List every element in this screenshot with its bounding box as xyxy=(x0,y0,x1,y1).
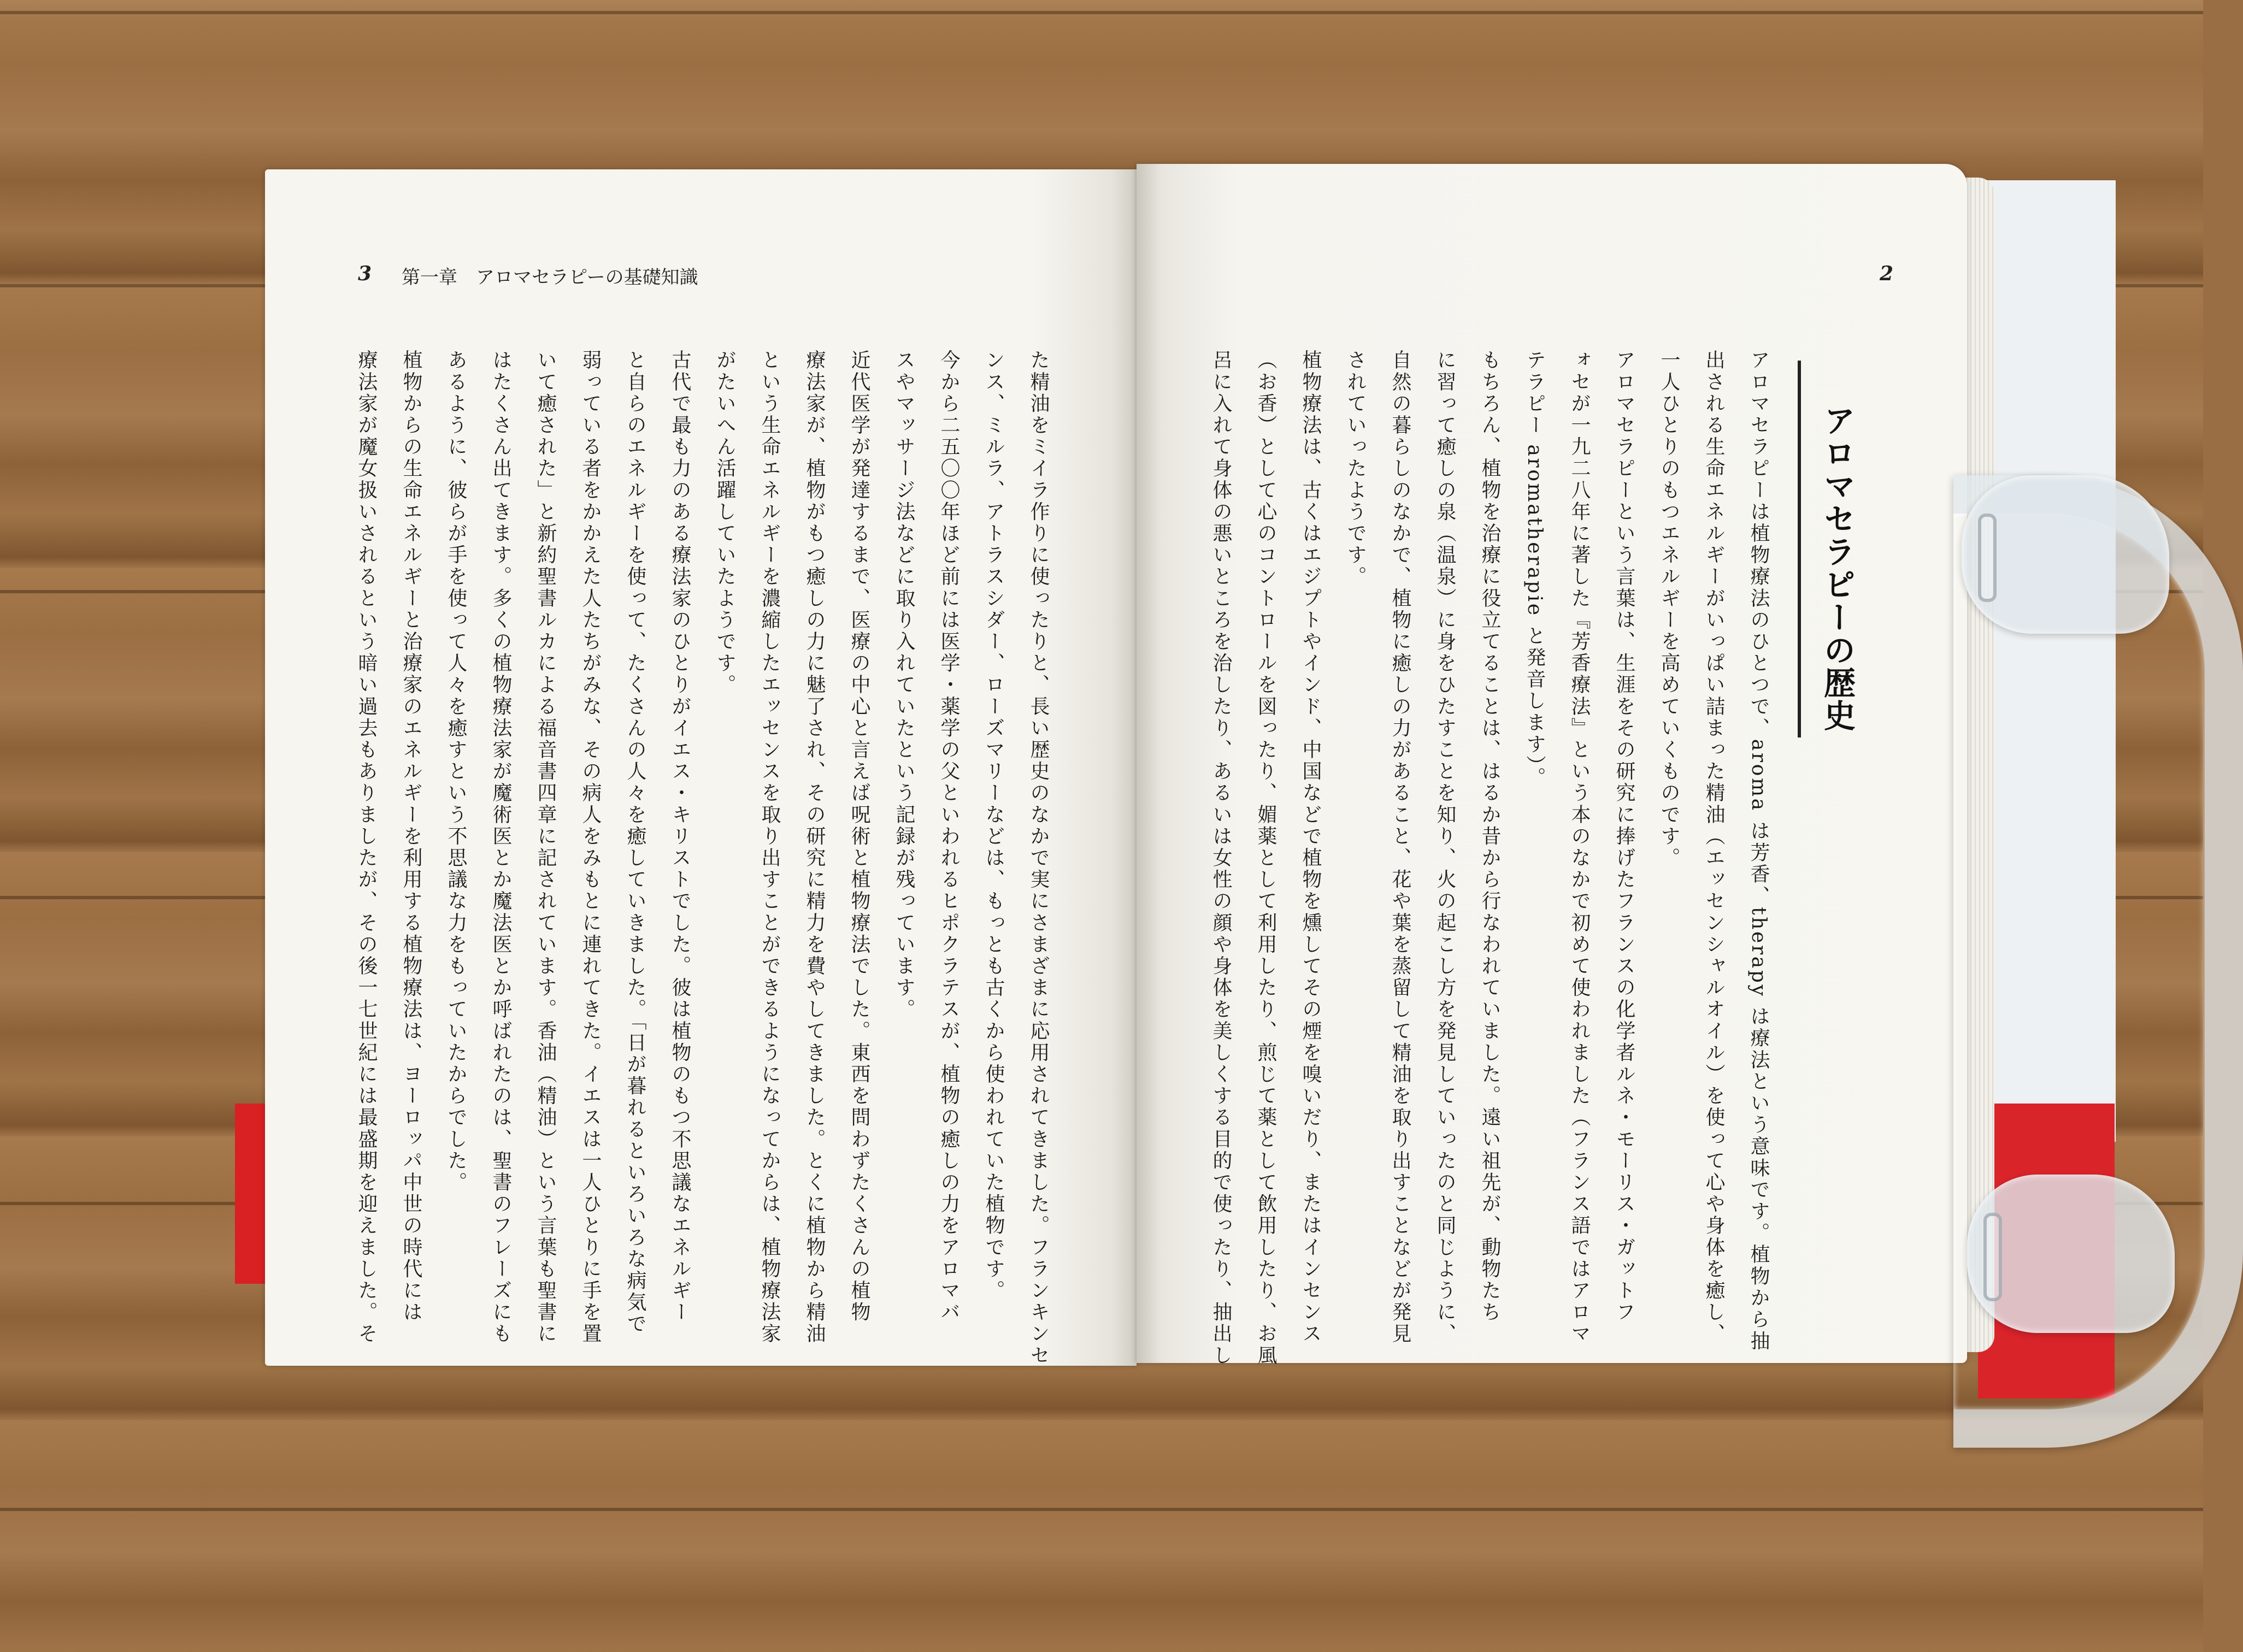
text-column: ンス、ミルラ、アトラスシダー、ローズマリーなどは、もっとも古くから使われていた植物です。 xyxy=(982,350,1005,1302)
text-column: もちろん、植物を治療に役立てることは、はるか昔から行なわれていました。遠い祖先が、動物たち xyxy=(1479,350,1501,1323)
text-column: に習って癒しの泉（温泉）に身をひたすことを知り、火の起こし方を発見していったのと同じように、 xyxy=(1434,350,1456,1345)
text-column: （お香）として心のコントロールを図ったり、媚薬として利用したり、煎じて薬として飲用したり、お風 xyxy=(1255,350,1277,1367)
text-column: 呂に入れて身体の悪いところを治したり、あるいは女性の顔や身体を美しくする目的で使ったり、抽出し xyxy=(1210,350,1232,1367)
floor-board-seam xyxy=(0,11,2203,14)
text-column: アロマセラピーは植物療法のひとつで、aroma は芳香、therapy は療法という意味です。植物から抽 xyxy=(1747,350,1770,1353)
text-column: スやマッサージ法などに取り入れていたという記録が残っています。 xyxy=(893,350,915,1020)
text-column: 古代で最も力のある療法家のひとりがイエス・キリストでした。彼は植物のもつ不思議なエネルギー xyxy=(669,350,691,1323)
text-column: 一人ひとりのもつエネルギーを高めていくものです。 xyxy=(1658,350,1680,869)
text-column: はたくさん出てきます。多くの植物療法家が魔術医とか魔法医とか呼ばれたのは、聖書のフレーズにも xyxy=(490,350,512,1345)
page-clip-bottom-pad xyxy=(1967,1175,2175,1333)
text-column: 療法家が魔女扱いされるという暗い過去もありましたが、その後一七世紀には最盛期を迎えました。そ xyxy=(355,350,378,1345)
right-page-number: 2 xyxy=(1880,262,1894,285)
running-head: 第一章 アロマセラピーの基礎知識 xyxy=(402,267,698,288)
text-column: 近代医学が発達するまで、医療の中心と言えば呪術と植物療法でした。東西を問わずたくさんの植物 xyxy=(848,350,870,1323)
text-column: ォセが一九二八年に著した『芳香療法』という本のなかで初めて使われました（フランス語ではアロマ xyxy=(1568,350,1591,1345)
text-column: 自然の暮らしのなかで、植物に癒しの力があること、花や葉を蒸留して精油を取り出すことなどが発見 xyxy=(1389,350,1411,1345)
clip-slot xyxy=(1983,1213,2002,1301)
text-column: と自らのエネルギーを使って、たくさんの人々を癒していきました。「日が暮れるといろいろな病気で xyxy=(624,350,646,1335)
text-column: されていったようです。 xyxy=(1344,350,1367,588)
text-column: アロマセラピーという言葉は、生涯をその研究に捧げたフランスの化学者ルネ・モーリス・ガットフ xyxy=(1613,350,1635,1323)
page-clip-top-pad xyxy=(1962,475,2169,634)
text-column: 植物療法は、古くはエジプトやインド、中国などで植物を燻してその煙を嗅いだり、またはインセンス xyxy=(1299,350,1322,1345)
text-column: あるように、彼らが手を使って人々を癒すという不思議な力をもっていたからでした。 xyxy=(445,350,467,1194)
heading-rule xyxy=(1798,361,1801,738)
clip-slot xyxy=(1978,514,1997,602)
text-column: 弱っている者をかかえた人たちがみな、その病人をみもとに連れてきた。イエスは一人ひとりに手を置 xyxy=(579,350,602,1345)
text-column: 療法家が、植物がもつ癒しの力に魅了され、その研究に精力を費やしてきました。とくに植物から精油 xyxy=(803,350,826,1345)
text-column: 植物からの生命エネルギーと治療家のエネルギーを利用する植物療法は、ヨーロッパ中世の時代には xyxy=(400,350,422,1323)
text-column: 出される生命エネルギーがいっぱい詰まった精油（エッセンシャルオイル）を使って心や身体を癒し、 xyxy=(1703,350,1725,1345)
text-column: がたいへん活躍していたようです。 xyxy=(714,350,736,696)
left-page xyxy=(265,169,1137,1366)
text-column: た精油をミイラ作りに使ったりと、長い歴史のなかで実にさまざまに応用されてきました。フランキンセ xyxy=(1027,350,1050,1367)
floor-board-seam xyxy=(0,1508,2203,1511)
text-column: いて癒された」と新約聖書ルカによる福音書四章に記されています。香油（精油）という言葉も聖書に xyxy=(534,350,557,1345)
left-page-number: 3 xyxy=(358,262,372,285)
section-heading: アロマセラピーの歴史 xyxy=(1818,404,1856,732)
text-column: 今から二五〇〇年ほど前には医学・薬学の父といわれるヒポクラテスが、植物の癒しの力をアロマバ xyxy=(938,350,960,1323)
text-column: という生命エネルギーを濃縮したエッセンスを取り出すことができるようになってからは、植物療法家 xyxy=(758,350,781,1345)
text-column: テラピー aromatherapie と発音します）。 xyxy=(1523,350,1546,789)
book-cover-red-left xyxy=(235,1104,268,1284)
